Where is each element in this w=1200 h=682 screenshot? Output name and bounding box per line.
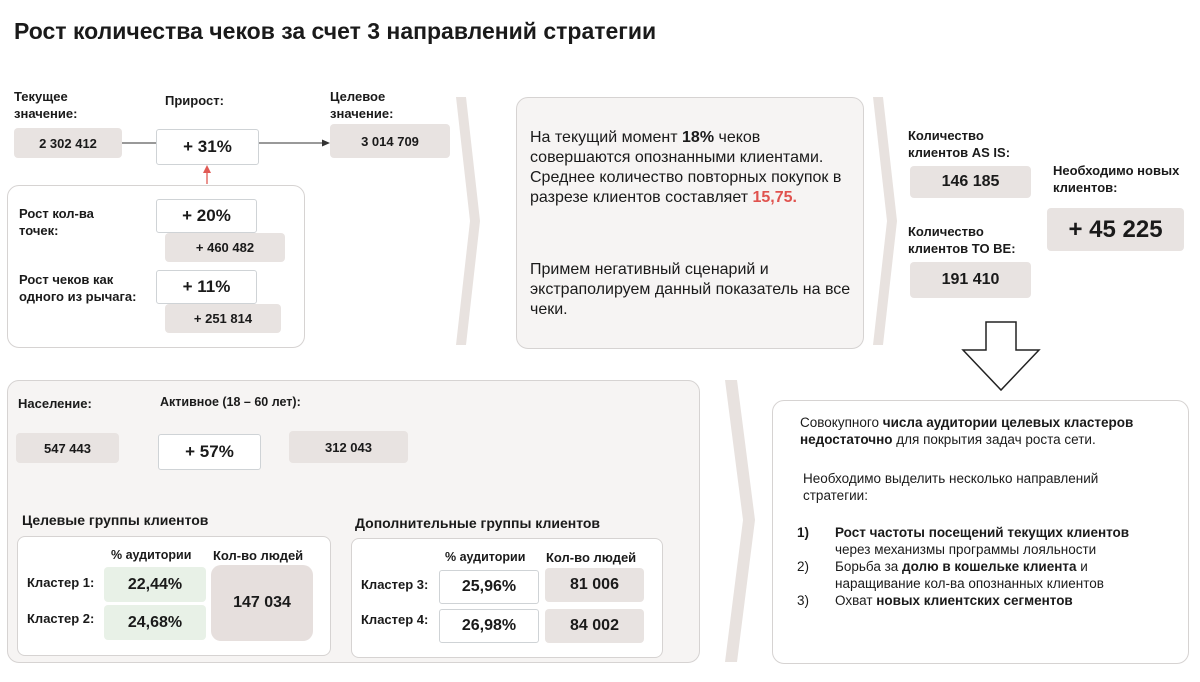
cluster-1-pct: 22,44% (104, 567, 206, 602)
checks-growth-label: Рост чеков как одного из рычага: (19, 272, 137, 304)
target-col-pct: % аудитории (111, 548, 192, 562)
cluster-3-people: 81 006 (545, 568, 644, 602)
new-clients-value: + 45 225 (1047, 208, 1184, 251)
cluster-4-label: Кластер 4: (361, 612, 429, 627)
strategy-list (797, 524, 1177, 609)
chevron-divider-3 (725, 380, 755, 662)
target-people-value: 147 034 (211, 565, 313, 641)
points-growth-label: Рост кол-ва точек: (19, 206, 94, 238)
additional-groups-title: Дополнительные группы клиентов (355, 515, 601, 531)
additional-col-pct: % аудитории (445, 550, 526, 564)
cluster-1-label: Кластер 1: (27, 575, 95, 590)
down-arrow-icon (963, 322, 1039, 390)
additional-col-people: Кол-во людей (546, 550, 637, 565)
points-growth-abs: + 460 482 (165, 233, 285, 262)
strategy-item-1: 1) Рост частоты посещений текущих клиентов через механизмы программы лояльности (797, 525, 1130, 557)
population-active-pct: + 57% (158, 434, 261, 470)
clients-asis-value: 146 185 (910, 166, 1031, 198)
summary-paragraph-2: Необходимо выделить несколько направлений стратегии: (803, 471, 1099, 503)
cluster-2-label: Кластер 2: (27, 611, 95, 626)
strategy-item-3: 3) Охват новых клиентских сегментов (797, 593, 1073, 608)
cluster-3-label: Кластер 3: (361, 577, 429, 592)
clients-asis-label: Количество клиентов AS IS: (908, 128, 1011, 160)
growth-label: Прирост: (165, 93, 224, 108)
population-label: Население: (18, 396, 92, 411)
population-value: 547 443 (16, 433, 119, 463)
info-paragraph-1: На текущий момент 18% чеков совершаются опознанными клиентами. Среднее количество повторных покупок в разрезе клиентов составляет 15,75. (530, 129, 842, 206)
growth-value: + 31% (156, 129, 259, 165)
active-population-label: Активное (18 – 60 лет): (160, 395, 301, 409)
target-value: 3 014 709 (330, 124, 450, 158)
chevron-divider-2 (873, 97, 897, 345)
new-clients-label: Необходимо новых клиентов: (1053, 163, 1180, 195)
target-value-label: Целевое значение: (330, 89, 394, 121)
cluster-4-pct: 26,98% (439, 609, 539, 643)
clients-tobe-label: Количество клиентов TO BE: (908, 224, 1016, 256)
page-title: Рост количества чеков за счет 3 направлений стратегии (14, 18, 657, 44)
clients-tobe-value: 191 410 (910, 262, 1031, 298)
current-value: 2 302 412 (14, 128, 122, 158)
cluster-2-pct: 24,68% (104, 605, 206, 640)
target-col-people: Кол-во людей (213, 548, 304, 563)
checks-growth-abs: + 251 814 (165, 304, 281, 333)
info-paragraph-2: Примем негативный сценарий и экстраполируем данный показатель на все чеки. (530, 261, 851, 318)
cluster-3-pct: 25,96% (439, 570, 539, 604)
checks-growth-pct: + 11% (156, 270, 257, 304)
target-groups-title: Целевые группы клиентов (22, 512, 209, 528)
chevron-divider-1 (456, 97, 480, 345)
cluster-4-people: 84 002 (545, 609, 644, 643)
strategy-item-2: 2) Борьба за долю в кошельке клиента и наращивание кол-ва опознанных клиентов (797, 559, 1104, 591)
points-growth-pct: + 20% (156, 199, 257, 233)
summary-paragraph-1: Совокупного числа аудитории целевых кластеров недостаточно для покрытия задач роста сети. (800, 415, 1134, 447)
active-population-value: 312 043 (289, 431, 408, 463)
current-value-label: Текущее значение: (14, 89, 78, 121)
